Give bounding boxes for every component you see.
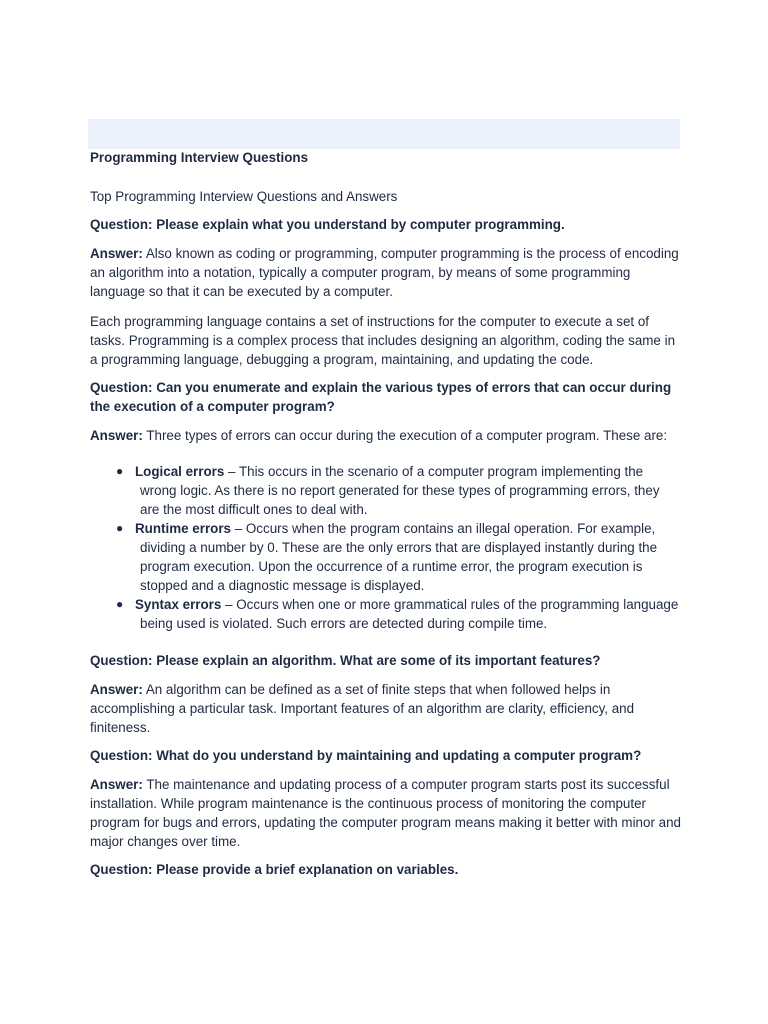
question-2: Question: Can you enumerate and explain the various types of errors that can occur during the execution of a computer program? — [90, 380, 672, 414]
bullet-icon: ● — [116, 521, 124, 535]
answer-2 — [90, 426, 682, 445]
bullet-icon: ● — [116, 464, 124, 478]
answer-label: Answer: — [90, 777, 143, 792]
answer-4 — [90, 775, 682, 851]
answer-text: Also known as coding or programming, computer programming is the process of encoding an algorithm into a notation, typically a computer program, by means of some programming language so that it can be executed by a computer. — [90, 246, 679, 299]
answer-text: The maintenance and updating process of a computer program starts post its successful installation. While program maintenance is the continuous process of monitoring the computer program for bugs and errors, updating the computer program means making it better with minor and major changes over time. — [90, 777, 681, 849]
list-item — [90, 519, 682, 595]
document-content — [90, 148, 682, 879]
document-subtitle: Top Programming Interview Questions and Answers — [90, 189, 398, 204]
error-description: – Occurs when one or more grammatical rules of the programming language being used is violated. Such errors are detected during compile time. — [140, 597, 679, 631]
error-term: Logical errors — [135, 464, 225, 479]
answer-text: Three types of errors can occur during the execution of a computer program. These are: — [142, 428, 668, 443]
answer-1-paragraph-2: Each programming language contains a set of instructions for the computer to execute a set of tasks. Programming is a complex process that includes designing an algorithm, coding the same in a programming language, debugging a program, maintaining, and updating the code. — [90, 314, 676, 367]
answer-label: Answer: — [90, 428, 143, 443]
answer-text: An algorithm can be defined as a set of finite steps that when followed helps in accomplishing a particular task. Important features of an algorithm are clarity, efficiency, and finiteness. — [90, 682, 635, 735]
question-1: Question: Please explain what you understand by computer programming. — [90, 217, 565, 232]
error-term: Syntax errors — [135, 597, 222, 612]
header-band — [88, 119, 680, 149]
bullet-icon: ● — [116, 597, 124, 611]
answer-label: Answer: — [90, 682, 143, 697]
error-description: – This occurs in the scenario of a computer program implementing the wrong logic. As there is no report generated for these types of programming errors, they are the most difficult ones to deal with. — [140, 464, 660, 517]
error-term: Runtime errors — [135, 521, 231, 536]
question-5: Question: Please provide a brief explanation on variables. — [90, 862, 459, 877]
error-description: – Occurs when the program contains an illegal operation. For example, dividing a number by 0. These are the only errors that are displayed instantly during the program execution. Upon the occurrence of a runtime error, the program execution is stopped and a diagnostic message is displayed. — [140, 521, 658, 593]
list-item — [90, 595, 682, 633]
question-3: Question: Please explain an algorithm. What are some of its important features? — [90, 653, 601, 668]
question-4: Question: What do you understand by maintaining and updating a computer program? — [90, 748, 642, 763]
document-title: Programming Interview Questions — [90, 150, 309, 165]
answer-3 — [90, 680, 682, 737]
answer-1 — [90, 244, 682, 301]
answer-label: Answer: — [90, 246, 143, 261]
error-types-list — [90, 462, 682, 633]
list-item — [90, 462, 682, 519]
